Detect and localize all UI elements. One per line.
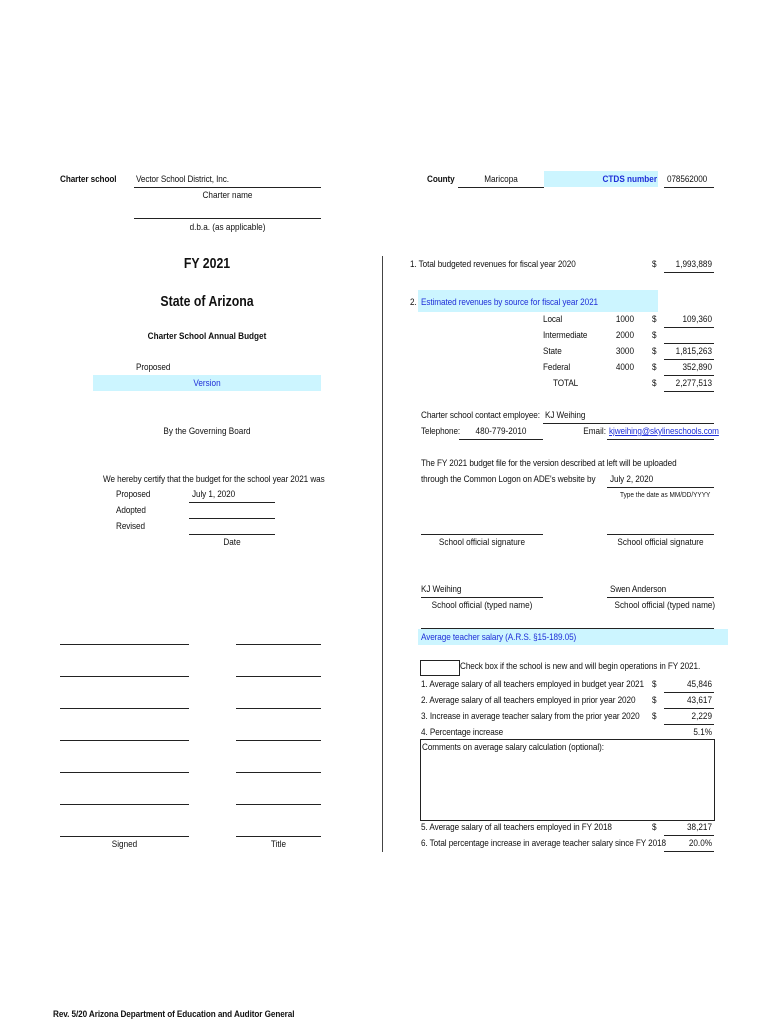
- revenue-row-dollar: $: [652, 314, 657, 325]
- signed-line-7[interactable]: [60, 836, 189, 837]
- charter-school-label: Charter school: [60, 174, 117, 185]
- cert-proposed-label: Proposed: [116, 489, 151, 500]
- revenues-line1-label: 1. Total budgeted revenues for fiscal year 2020: [410, 259, 576, 270]
- cert-revised-label: Revised: [116, 521, 145, 532]
- title-line-3[interactable]: [236, 708, 321, 709]
- charter-name-label: Charter name: [202, 190, 253, 201]
- official-2-underline: [607, 597, 714, 598]
- salary-row-value: 5.1%: [693, 727, 712, 738]
- revision-footer: Rev. 5/20 Arizona Department of Education and Auditor General: [53, 1009, 295, 1020]
- date-format-hint: Type the date as MM/DD/YYYY: [620, 490, 711, 499]
- proposed-label: Proposed: [136, 362, 171, 373]
- salary-row-value[interactable]: 43,617: [687, 695, 712, 706]
- revenue-row-name: State: [543, 346, 562, 357]
- revenue-row-dollar: $: [652, 362, 657, 373]
- upload-line-2: through the Common Logon on ADE's website by: [421, 474, 596, 485]
- revenue-total-underline: [664, 391, 714, 392]
- ctds-underline: [664, 187, 714, 188]
- county-value[interactable]: Maricopa: [484, 174, 518, 185]
- title-line-2[interactable]: [236, 676, 321, 677]
- cert-proposed-underline: [189, 502, 275, 503]
- cert-adopted-underline[interactable]: [189, 518, 275, 519]
- revenue-row-name: Local: [543, 314, 563, 325]
- title-line-6[interactable]: [236, 804, 321, 805]
- new-school-checkbox-label: Check box if the school is new and will begin operations in FY 2021.: [460, 661, 701, 672]
- salary-row-label: 1. Average salary of all teachers employed in budget year 2021: [421, 679, 644, 690]
- cert-revised-underline[interactable]: [189, 534, 275, 535]
- typed-name-label-1: School official (typed name): [431, 600, 533, 611]
- salary-row-underline: [664, 724, 714, 725]
- comments-label: Comments on average salary calculation (optional):: [422, 742, 604, 753]
- ctds-value[interactable]: 078562000: [667, 174, 708, 185]
- governing-board-label: By the Governing Board: [163, 426, 251, 437]
- salary-row6-underline: [664, 851, 714, 852]
- revenue-row-value[interactable]: 109,360: [682, 314, 712, 325]
- date-column-label: Date: [223, 537, 241, 548]
- dba-label: d.b.a. (as applicable): [189, 222, 266, 233]
- telephone-value[interactable]: 480-779-2010: [475, 426, 527, 437]
- column-divider: [382, 256, 383, 852]
- revenue-row-underline: [664, 359, 714, 360]
- salary-row6-value: 20.0%: [688, 838, 712, 849]
- title-line-5[interactable]: [236, 772, 321, 773]
- charter-school-underline: [134, 187, 321, 188]
- signed-line-5[interactable]: [60, 772, 189, 773]
- salary-row5-dollar: $: [652, 822, 657, 833]
- version-label: Version: [193, 378, 221, 389]
- revenues-line1-value[interactable]: 1,993,889: [675, 259, 712, 270]
- official-1-name[interactable]: KJ Weihing: [421, 584, 462, 595]
- salary-row-label: 2. Average salary of all teachers employed in prior year 2020: [421, 695, 636, 706]
- salary-row5-underline: [664, 835, 714, 836]
- salary-heading: Average teacher salary (A.R.S. §15-189.05): [421, 632, 577, 643]
- salary-row-dollar: $: [652, 679, 657, 690]
- signed-label: Signed: [111, 839, 138, 850]
- revenue-total-dollar: $: [652, 378, 657, 389]
- signed-line-6[interactable]: [60, 804, 189, 805]
- certify-statement: We hereby certify that the budget for the school year 2021 was: [103, 474, 325, 485]
- charter-school-value[interactable]: Vector School District, Inc.: [136, 174, 229, 185]
- upload-line-1: The FY 2021 budget file for the version described at left will be uploaded: [421, 458, 677, 469]
- fiscal-year-heading: FY 2021: [183, 255, 231, 272]
- revenue-row-dollar: $: [652, 330, 657, 341]
- revenue-row-underline: [664, 343, 714, 344]
- signature-line-2[interactable]: [607, 534, 714, 535]
- signature-label-1: School official signature: [438, 537, 526, 548]
- revenue-row-code: 4000: [615, 362, 634, 373]
- cert-proposed-date[interactable]: July 1, 2020: [192, 489, 236, 500]
- salary-row6-label: 6. Total percentage increase in average teacher salary since FY 2018: [421, 838, 667, 849]
- revenue-row-code: 3000: [615, 346, 634, 357]
- revenues-line1-dollar: $: [652, 259, 657, 270]
- salary-row-underline: [664, 692, 714, 693]
- title-line-4[interactable]: [236, 740, 321, 741]
- new-school-checkbox[interactable]: [420, 660, 460, 676]
- revenues-line2-num: 2.: [410, 297, 417, 308]
- salary-row-label: 4. Percentage increase: [421, 727, 504, 738]
- revenue-row-name: Federal: [543, 362, 571, 373]
- revenue-row-underline: [664, 375, 714, 376]
- salary-row-label: 3. Increase in average teacher salary from the prior year 2020: [421, 711, 640, 722]
- revenue-row-value[interactable]: 352,890: [682, 362, 712, 373]
- revenue-row-dollar: $: [652, 346, 657, 357]
- revenue-total-value: 2,277,513: [675, 378, 712, 389]
- upload-date-value[interactable]: July 2, 2020: [610, 474, 654, 485]
- revenue-row-code: 1000: [615, 314, 634, 325]
- salary-row5-value[interactable]: 38,217: [687, 822, 712, 833]
- revenue-row-code: 2000: [615, 330, 634, 341]
- revenues-line1-underline: [664, 272, 714, 273]
- ctds-label: CTDS number: [602, 174, 657, 185]
- salary-row-dollar: $: [652, 711, 657, 722]
- dba-underline: [134, 218, 321, 219]
- email-link[interactable]: kjweihing@skylineschools.com: [609, 426, 719, 437]
- revenue-row-name: Intermediate: [543, 330, 588, 341]
- salary-row-value: 2,229: [691, 711, 712, 722]
- official-2-name[interactable]: Swen Anderson: [610, 584, 667, 595]
- signed-line-2[interactable]: [60, 676, 189, 677]
- telephone-underline: [459, 439, 543, 440]
- signed-line-1[interactable]: [60, 644, 189, 645]
- signed-line-3[interactable]: [60, 708, 189, 709]
- salary-row-dollar: $: [652, 695, 657, 706]
- contact-employee-label: Charter school contact employee:: [421, 410, 540, 421]
- revenue-row-value[interactable]: 1,815,263: [675, 346, 712, 357]
- title-line-1[interactable]: [236, 644, 321, 645]
- telephone-label: Telephone:: [421, 426, 461, 437]
- document-title: Charter School Annual Budget: [147, 331, 267, 342]
- contact-employee-value[interactable]: KJ Weihing: [545, 410, 586, 421]
- county-label: County: [427, 174, 455, 185]
- signature-line-1[interactable]: [421, 534, 543, 535]
- upload-date-underline: [607, 487, 714, 488]
- revenue-total-label: TOTAL: [553, 378, 579, 389]
- signature-label-2: School official signature: [617, 537, 704, 548]
- salary-row-underline: [664, 708, 714, 709]
- salary-row5-label: 5. Average salary of all teachers employed in FY 2018: [421, 822, 612, 833]
- state-heading: State of Arizona: [160, 293, 254, 310]
- revenues-line2-label: Estimated revenues by source for fiscal year 2021: [421, 297, 598, 308]
- typed-name-label-2: School official (typed name): [614, 600, 716, 611]
- email-underline: [607, 439, 714, 440]
- title-line-7[interactable]: [236, 836, 321, 837]
- contact-employee-underline: [543, 423, 714, 424]
- signed-line-4[interactable]: [60, 740, 189, 741]
- cert-adopted-label: Adopted: [116, 505, 146, 516]
- email-label: Email:: [583, 426, 606, 437]
- official-1-underline: [421, 597, 543, 598]
- title-label: Title: [270, 839, 287, 850]
- salary-row-value[interactable]: 45,846: [687, 679, 712, 690]
- revenue-row-underline: [664, 327, 714, 328]
- county-underline: [458, 187, 544, 188]
